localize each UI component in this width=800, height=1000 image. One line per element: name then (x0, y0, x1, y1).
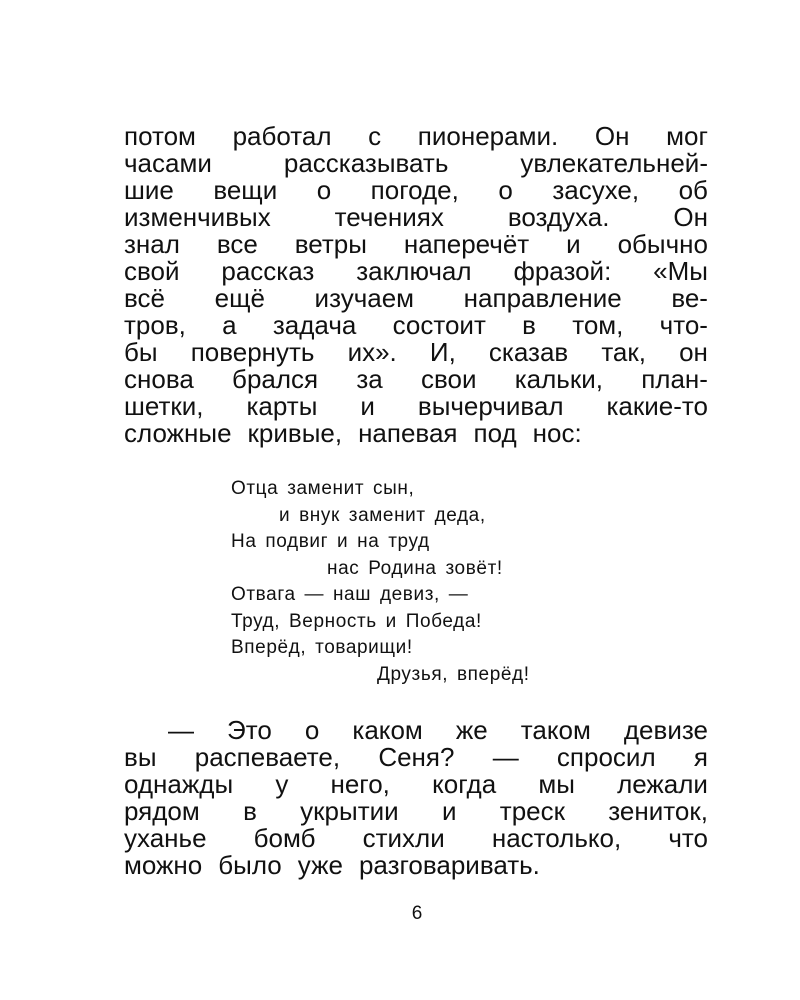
text-line: рядом в укрытии и треск зениток, (124, 796, 708, 826)
verse-line: Друзья, вперёд! (377, 663, 530, 685)
text-line: снова брался за свои кальки, план- (124, 364, 708, 394)
text-line: шетки, карты и вычерчивал какие-то (124, 391, 708, 421)
text-line: знал все ветры наперечёт и обычно (124, 229, 708, 259)
text-line: уханье бомб стихли настолько, что (124, 823, 708, 853)
text-line: — Это о каком же таком девизе (168, 715, 708, 745)
text-line: вы распеваете, Сеня? — спросил я (124, 742, 708, 772)
verse-line: Отца заменит сын, (231, 478, 415, 499)
text-line: всё ещё изучаем направление ве- (124, 283, 708, 313)
text-line: сложные кривые, напевая под нос: (124, 418, 582, 448)
verse-line: Отвага — наш девиз, — (231, 584, 469, 605)
page-number: 6 (411, 903, 423, 924)
verse-line: Труд, Верность и Победа! (231, 610, 482, 632)
verse-line: нас Родина зовёт! (327, 557, 503, 579)
paragraph-bottom (124, 717, 708, 879)
verse-block (231, 476, 530, 688)
text-line: однажды у него, когда мы лежали (124, 769, 708, 799)
text-line: тров, а задача состоит в том, что- (124, 310, 708, 340)
text-line: свой рассказ заключал фразой: «Мы (124, 256, 708, 286)
verse-line: и внук заменит деда, (279, 504, 486, 526)
text-line: потом работал с пионерами. Он мог (124, 121, 708, 151)
paragraph-top (124, 123, 708, 447)
text-line: можно было уже разговаривать. (124, 850, 540, 880)
text-line: изменчивых течениях воздуха. Он (124, 202, 708, 232)
text-line: часами рассказывать увлекательней- (124, 148, 708, 178)
verse-line: На подвиг и на труд (231, 531, 430, 552)
verse-line: Вперёд, товарищи! (231, 637, 413, 658)
text-line: бы повернуть их». И, сказав так, он (124, 337, 708, 367)
text-line: шие вещи о погоде, о засухе, об (124, 175, 708, 205)
